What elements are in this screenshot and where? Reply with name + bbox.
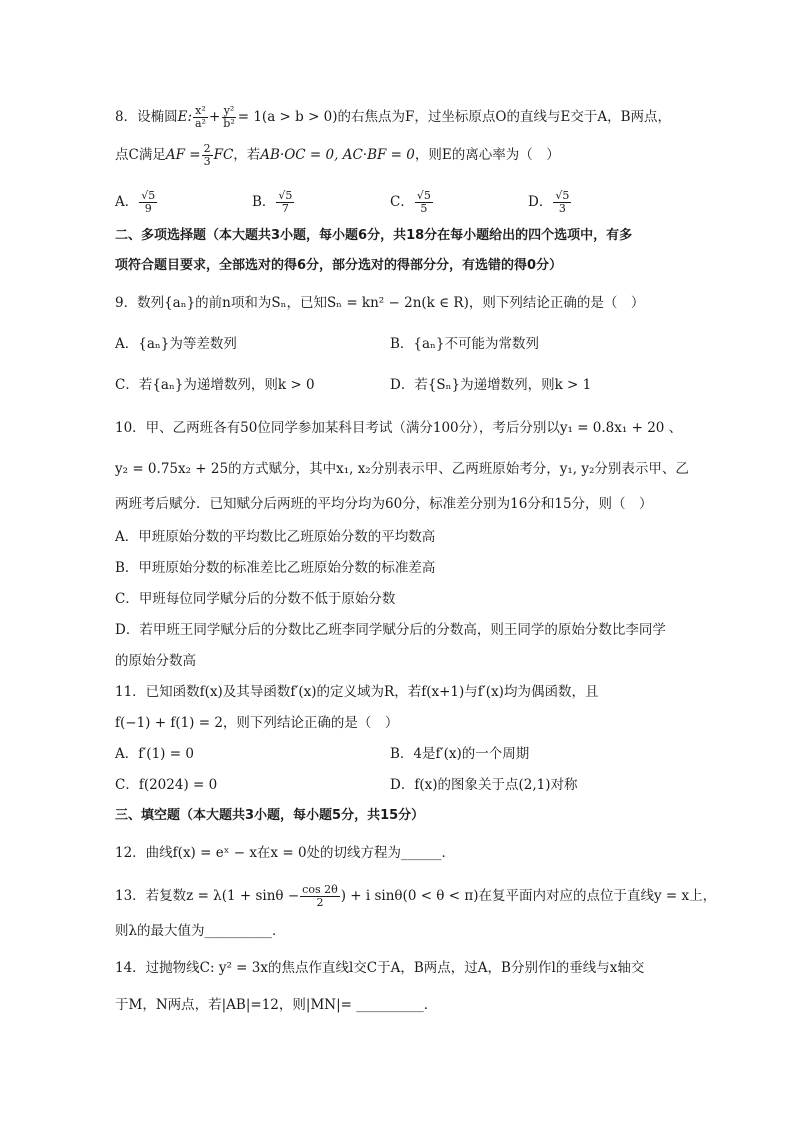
q9-option-b: B．{aₙ}不可能为常数列 xyxy=(390,336,539,352)
q14-line2: 于M，N两点，若|AB|=12，则|MN|= __________． xyxy=(115,997,438,1013)
q9-option-d: D．若{Sₙ}为递增数列，则k > 1 xyxy=(390,377,592,393)
q8-ellipse-label: E: xyxy=(177,109,192,125)
q8-option-d: D． $\frac{√5}{3}$ xyxy=(528,189,570,215)
q10-line2: y₂ = 0.75x₂ + 25的方式赋分，其中x₁, x₂分别表示甲、乙两班原始考分，y₁, y₂分别表示甲、乙 xyxy=(115,461,689,477)
section2-heading-cont: 项符合题目要求，全部选对的得6分，部分选对的得部分分，有选错的得0分） xyxy=(115,258,563,273)
q10-line3: 两班考后赋分．已知赋分后两班的平均分均为60分，标准差分别为16分和15分，则（ ） xyxy=(115,496,653,512)
q11-option-a: A．f′(1) = 0 xyxy=(115,746,194,762)
q14-line1: 14．过抛物线C: y² = 3x的焦点作直线l交C于A，B两点，过A，B分别作l的垂线与x轴交 xyxy=(115,960,645,976)
q10-option-b: B．甲班原始分数的标准差比乙班原始分数的标准差高 xyxy=(115,560,436,576)
q11-option-b: B．4是f′(x)的一个周期 xyxy=(390,746,530,762)
q8-frac-two-thirds: $\frac{2}{3}$ xyxy=(203,142,211,168)
q10-option-c: C．甲班每位同学赋分后的分数不低于原始分数 xyxy=(115,591,396,607)
q11-line2: f(−1) + f(1) = 2，则下列结论正确的是（ ） xyxy=(115,715,399,731)
q13-line1: 13．若复数z = λ(1 + sinθ − $\frac{\cos 2\theta}{2}$ ) + i sinθ(0 < θ < π)在复平面内对应的点位于直线y = x上， xyxy=(115,883,717,909)
q9-option-a: A．{aₙ}为等差数列 xyxy=(115,336,237,352)
q10-line1: 10．甲、乙两班各有50位同学参加某科目考试（满分100分），考后分别以y₁ = 0.8x₁ + 20 、 xyxy=(115,420,683,436)
q8-option-a: A． $\frac{√5}{9}$ xyxy=(115,189,156,215)
q11-line1: 11．已知函数f(x)及其导函数f′(x)的定义域为R，若f(x+1)与f′(x)均为偶函数，且 xyxy=(115,684,599,700)
section3-heading: 三、填空题（本大题共3小题，每小题5分，共15分） xyxy=(115,808,425,823)
q8-prefix: 8．设椭圆 xyxy=(115,109,178,125)
section2-heading: 二、多项选择题（本大题共3小题，每小题6分，共18分在每小题给出的四个选项中，有多 xyxy=(115,228,633,243)
q8-condition: AB·OC = 0, AC·BF = 0 xyxy=(260,147,415,163)
q8-vector-af: AF = xyxy=(165,147,201,163)
q8-frac-x: $\frac{\text{x²}}{\text{a²}}$ xyxy=(195,104,206,130)
q8-vector-fc: FC xyxy=(213,147,234,163)
q8-frac-y: $\frac{\text{y²}}{\text{b²}}$ xyxy=(223,104,235,130)
q11-option-c: C．f(2024) = 0 xyxy=(115,777,218,793)
q9-stem: 9．数列{aₙ}的前n项和为Sₙ，已知Sₙ = kn² − 2n(k ∈ R)，则下列结论正确的是（ ） xyxy=(115,295,645,311)
q10-option-a: A．甲班原始分数的平均数比乙班原始分数的平均数高 xyxy=(115,529,436,545)
q11-option-d: D．f(x)的图象关于点(2,1)对称 xyxy=(390,777,578,793)
q13-line2: 则λ的最大值为__________． xyxy=(115,923,286,939)
q9-option-c: C．若{aₙ}为递增数列，则k > 0 xyxy=(115,377,315,393)
q13-frac-cos: $\frac{\cos 2\theta}{2}$ xyxy=(302,883,338,909)
q10-option-d-cont: 的原始分数高 xyxy=(115,653,196,669)
q10-option-d: D．若甲班王同学赋分后的分数比乙班李同学赋分后的分数高，则王同学的原始分数比李同学 xyxy=(115,622,666,638)
q12-text: 12．曲线f(x) = eˣ − x在x = 0处的切线方程为______． xyxy=(115,845,456,861)
q8-formula-tail: = 1(a > b > 0) xyxy=(237,109,338,125)
q8-suffix: 的右焦点为F，过坐标原点O的直线与E交于A，B两点， xyxy=(337,109,671,125)
q8-option-b: B． $\frac{√5}{7}$ xyxy=(252,189,293,215)
q8-line1: 8．设椭圆E: $\frac{\text{x²}}{\text{a²}}$ + $\frac{\text{y²}}{\text{b²}}$ = 1(a > b > 0)的右焦点为F，过坐标原点O的直线与E交于A，B两点， xyxy=(115,104,671,130)
q8-option-c: C． $\frac{√5}{5}$ xyxy=(390,189,431,215)
q8-line2: 点C满足AF = $\frac{2}{3}$ FC，若AB·OC = 0, AC·BF = 0，则E的离心率为（ ） xyxy=(115,142,560,168)
